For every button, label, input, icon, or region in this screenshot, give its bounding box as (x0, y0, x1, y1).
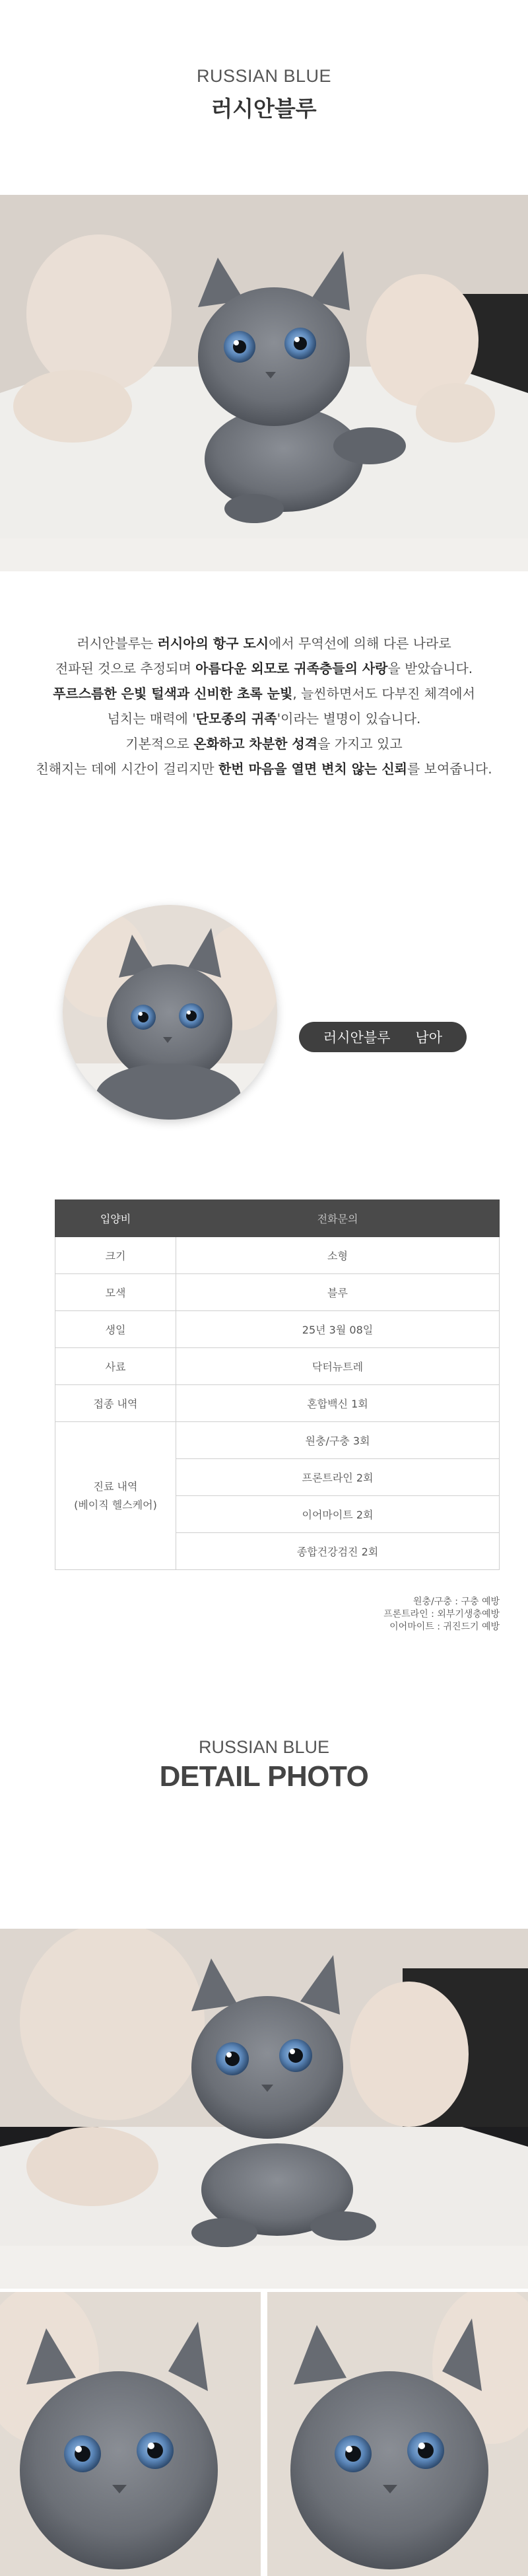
row-value: 25년 3월 08일 (176, 1311, 500, 1348)
medical-value: 종합건강검진 2회 (176, 1533, 500, 1570)
breed-label: 러시안블루 (323, 1030, 391, 1046)
row-value: 블루 (176, 1274, 500, 1311)
footnote: 원충/구충 : 구충 예방 (413, 1596, 500, 1607)
row-label: 생일 (55, 1311, 176, 1348)
description-line (0, 656, 528, 681)
body-text: 넘치는 매력에 ' (107, 711, 196, 727)
table-row (55, 1274, 500, 1311)
highlight-text: 한번 마음을 열면 변치 않는 신뢰 (218, 761, 407, 777)
description-line (0, 731, 528, 756)
kitten-portrait-circle (63, 905, 277, 1120)
row-label: 크기 (55, 1237, 176, 1274)
body-text: 친해지는 데에 시간이 걸리지만 (36, 761, 218, 777)
highlight-text: 온화하고 차분한 성격 (193, 736, 318, 752)
footnote: 프론트라인 : 외부기생충예방 (383, 1609, 500, 1620)
table-header-row (55, 1200, 500, 1237)
description-line (0, 706, 528, 731)
detail-kitten-photo (0, 1929, 528, 2289)
highlight-text: 푸르스름한 은빛 털색과 신비한 초록 눈빛 (53, 686, 293, 701)
detail-english-title: RUSSIAN BLUE (198, 1737, 330, 1757)
gender-label: 남아 (415, 1030, 442, 1046)
highlight-text: 아름다운 외모로 귀족층들의 사랑 (195, 661, 388, 676)
medical-label-line1: 진료 내역 (93, 1480, 138, 1493)
body-text: '이라는 별명이 있습니다. (277, 711, 421, 727)
table-row (55, 1237, 500, 1274)
row-value: 혼합백신 1회 (176, 1385, 500, 1422)
medical-value: 이어마이트 2회 (176, 1496, 500, 1533)
table-row (55, 1385, 500, 1422)
body-text: 기본적으로 (125, 736, 194, 752)
title-block (0, 66, 528, 123)
body-text: 전파된 것으로 추정되며 (55, 661, 196, 676)
row-label: 접종 내역 (55, 1385, 176, 1422)
body-text: 를 보여줍니다. (407, 761, 492, 777)
table-row (55, 1422, 500, 1459)
row-label: 사료 (55, 1348, 176, 1385)
row-value: 닥터뉴트레 (176, 1348, 500, 1385)
description-line (0, 756, 528, 781)
table-row (55, 1348, 500, 1385)
detail-title-block (0, 1737, 528, 1793)
description-line (0, 631, 528, 656)
description-line (0, 681, 528, 706)
row-value: 소형 (176, 1237, 500, 1274)
footnote: 이어마이트 : 귀진드기 예방 (389, 1622, 500, 1632)
detail-photo-title: DETAIL PHOTO (159, 1760, 369, 1793)
medical-history-label (55, 1422, 176, 1570)
highlight-text: 러시아의 항구 도시 (157, 635, 269, 651)
kitten-closeup-left (0, 2292, 261, 2576)
adoption-fee-header: 입양비 (55, 1200, 176, 1237)
english-title: RUSSIAN BLUE (196, 66, 332, 86)
hero-kitten-photo (0, 195, 528, 571)
footnotes (383, 1596, 500, 1633)
korean-title: 러시안블루 (211, 96, 317, 122)
breed-description (0, 631, 528, 781)
body-text: 에서 무역선에 의해 다른 나라로 (269, 635, 451, 651)
medical-label-line2: (베이직 헬스케어) (74, 1498, 157, 1511)
phone-inquiry-header: 전화문의 (176, 1200, 500, 1237)
profile-badge (299, 1022, 467, 1052)
row-label: 모색 (55, 1274, 176, 1311)
highlight-text: 단모종의 귀족 (195, 711, 277, 727)
kitten-closeup-right (267, 2292, 528, 2576)
body-text: , 늘씬하면서도 다부진 체격에서 (292, 686, 475, 701)
medical-value: 원충/구충 3회 (176, 1422, 500, 1459)
body-text: 을 받았습니다. (387, 661, 473, 676)
medical-value: 프론트라인 2회 (176, 1459, 500, 1496)
kitten-info-table (55, 1199, 500, 1570)
table-row (55, 1311, 500, 1348)
body-text: 러시안블루는 (77, 635, 158, 651)
body-text: 을 가지고 있고 (317, 736, 403, 752)
